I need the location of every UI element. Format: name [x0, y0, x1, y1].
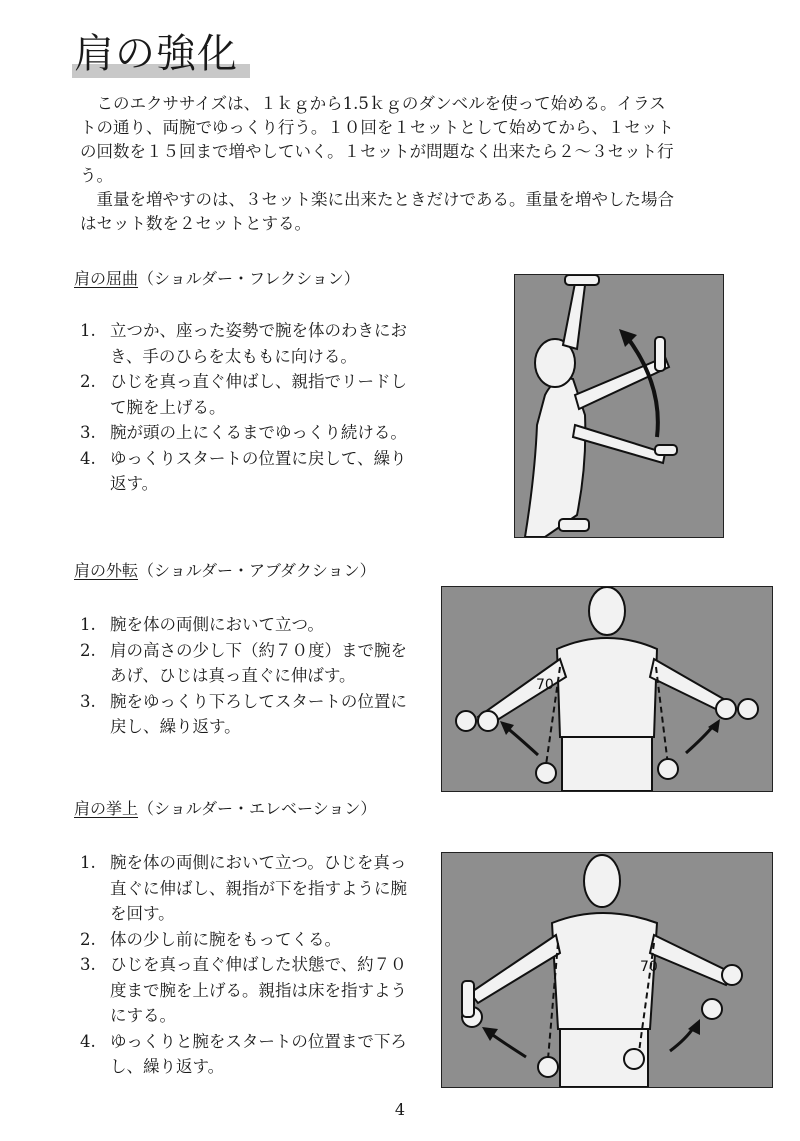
- list-item: 3. 腕をゆっくり下ろしてスタートの位置に戻し、繰り返す。: [80, 691, 407, 736]
- flexion-illustration: [514, 274, 724, 538]
- elevation-angle-label: 70: [640, 959, 658, 975]
- section-abduction-steps: [80, 612, 420, 740]
- list-item: 4. ゆっくりと腕をスタートの位置まで下ろし、繰り返す。: [80, 1031, 407, 1076]
- section-elevation-steps: [80, 850, 420, 1080]
- section-abduction-subtitle: （ショルダー・アブダクション）: [138, 561, 376, 580]
- section-flexion-steps: [80, 318, 420, 497]
- list-item: 2. 体の少し前に腕をもってくる。: [80, 929, 341, 949]
- section-flexion-subtitle: （ショルダー・フレクション）: [138, 269, 360, 288]
- list-item: 4. ゆっくりスタートの位置に戻して、繰り返す。: [80, 448, 407, 493]
- intro-text: [80, 92, 680, 236]
- list-item: 3. 腕が頭の上にくるまでゆっくり続ける。: [80, 423, 407, 442]
- elevation-illustration: [441, 852, 773, 1088]
- list-item: 2. ひじを真っ直ぐ伸ばし、親指でリードして腕を上げる。: [80, 372, 407, 417]
- section-elevation-title: 肩の挙上: [74, 799, 139, 818]
- section-flexion-heading: [74, 268, 360, 290]
- list-item: 2. 肩の高さの少し下（約７０度）まで腕をあげ、ひじは真っ直ぐに伸ばす。: [80, 640, 407, 685]
- list-item: 1. 立つか、座った姿勢で腕を体のわきにおき、手のひらを太ももに向ける。: [80, 321, 407, 366]
- section-elevation-subtitle: （ショルダー・エレベーション）: [138, 799, 377, 818]
- section-flexion-title: 肩の屈曲: [74, 269, 139, 288]
- section-abduction-heading: [74, 560, 376, 582]
- page-title: 肩の強化: [74, 31, 238, 77]
- section-elevation-heading: [74, 798, 376, 820]
- abduction-illustration: [441, 586, 773, 792]
- intro-paragraph-2: 重量を増やすのは、３セット楽に出来たときだけである。重量を増やした場合はセット数を２セットとする。: [80, 190, 674, 233]
- section-abduction-title: 肩の外転: [74, 561, 139, 580]
- intro-paragraph-1: このエクササイズは、１ｋｇから1.5ｋｇのダンベルを使って始める。イラストの通り、両腕でゆっくり行う。１０回を１セットとして始めてから、１セットの回数を１５回まで増やしていく。１セットが問題なく出来たら２～３セット行う。: [80, 94, 674, 185]
- page-number: 4: [394, 1100, 406, 1119]
- list-item: 3. ひじを真っ直ぐ伸ばした状態で、約７０度まで腕を上げる。親指は床を指すようにする。: [80, 955, 407, 1025]
- list-item: 1. 腕を体の両側において立つ。ひじを真っ直ぐに伸ばし、親指が下を指すように腕を回す。: [80, 853, 407, 923]
- list-item: 1. 腕を体の両側において立つ。: [80, 615, 324, 634]
- abduction-angle-label: 70: [536, 677, 554, 693]
